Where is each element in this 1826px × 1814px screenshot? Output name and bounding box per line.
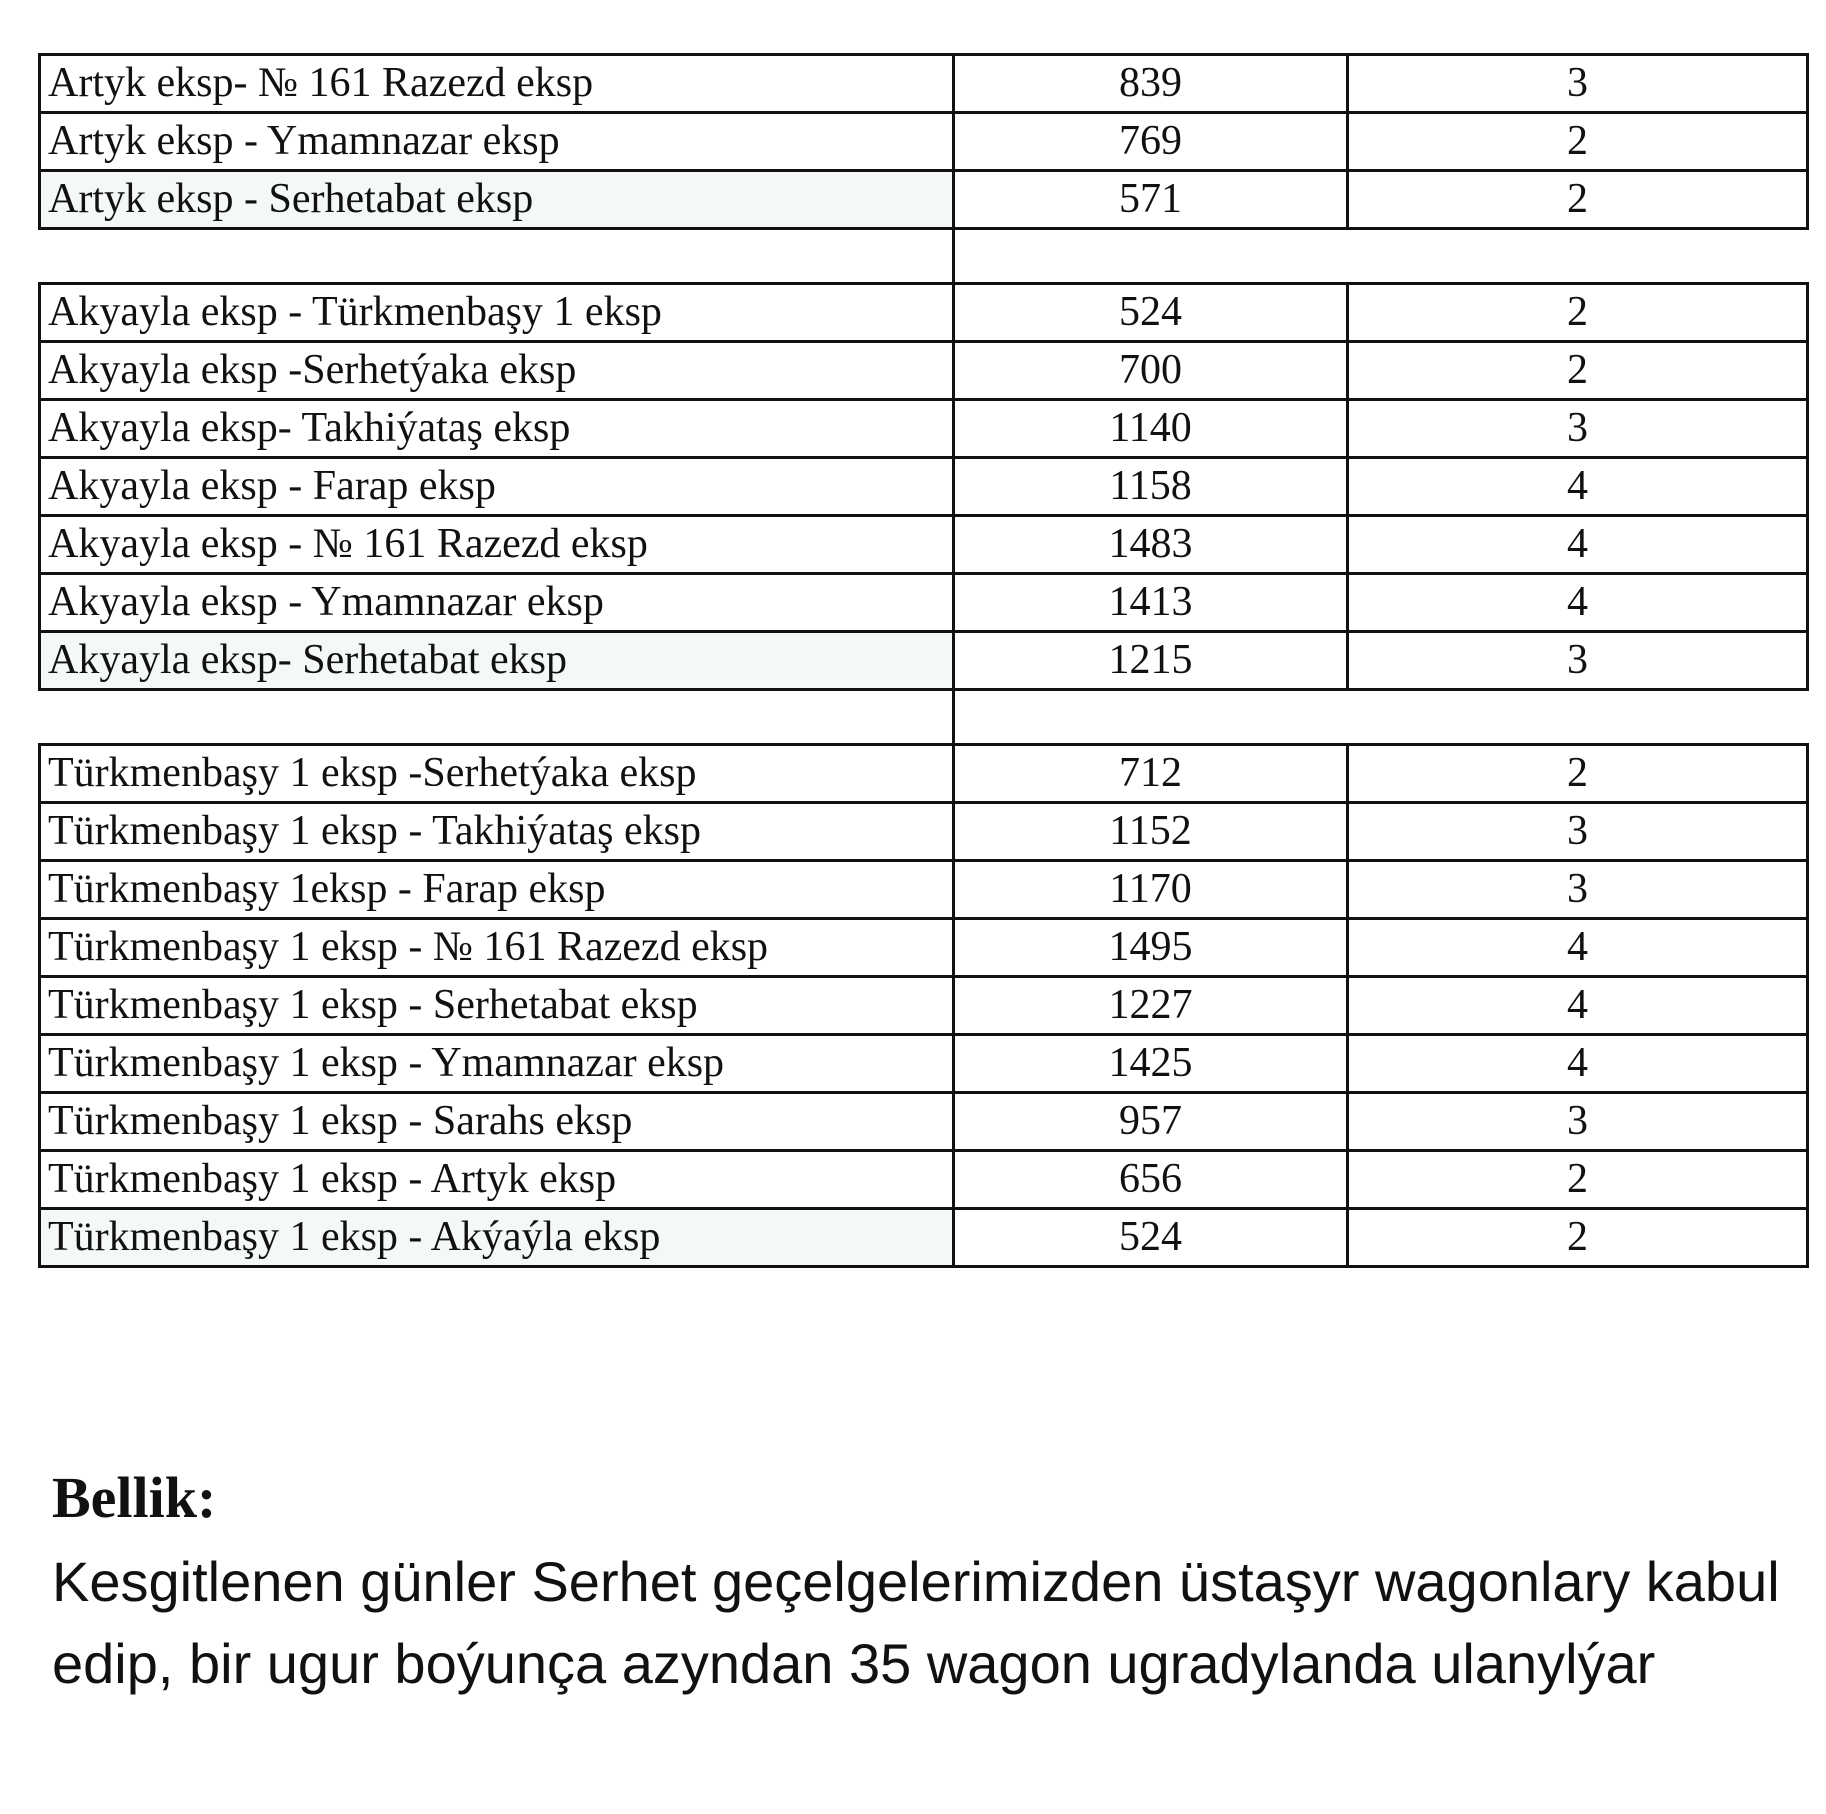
count-cell: 3: [1348, 1093, 1808, 1151]
count-cell: 3: [1348, 861, 1808, 919]
table-row: [40, 977, 1808, 1035]
route-cell: Türkmenbaşy 1 eksp - Akýaýla eksp: [40, 1209, 954, 1267]
distance-cell: 1413: [954, 574, 1348, 632]
routes-table-body: [40, 55, 1808, 1267]
route-cell: Türkmenbaşy 1 eksp - Serhetabat eksp: [40, 977, 954, 1035]
route-cell: Artyk eksp - Ymamnazar eksp: [40, 113, 954, 171]
distance-cell: 1215: [954, 632, 1348, 690]
distance-cell: 524: [954, 1209, 1348, 1267]
distance-cell: 524: [954, 284, 1348, 342]
separator-cell: [40, 690, 954, 745]
table-row: [40, 516, 1808, 574]
count-cell: 3: [1348, 55, 1808, 113]
table-row: [40, 171, 1808, 229]
table-row: [40, 1035, 1808, 1093]
route-cell: Türkmenbaşy 1eksp - Farap eksp: [40, 861, 954, 919]
table-row: [40, 632, 1808, 690]
group-separator: [40, 690, 1808, 745]
route-cell: Akyayla eksp -Serhetýaka eksp: [40, 342, 954, 400]
distance-cell: 656: [954, 1151, 1348, 1209]
count-cell: 4: [1348, 1035, 1808, 1093]
distance-cell: 712: [954, 745, 1348, 803]
route-cell: Türkmenbaşy 1 eksp -Serhetýaka eksp: [40, 745, 954, 803]
distance-cell: 571: [954, 171, 1348, 229]
distance-cell: 1425: [954, 1035, 1348, 1093]
count-cell: 3: [1348, 632, 1808, 690]
table-row: [40, 342, 1808, 400]
route-cell: Akyayla eksp- Takhiýataş eksp: [40, 400, 954, 458]
table-row: [40, 113, 1808, 171]
count-cell: 4: [1348, 516, 1808, 574]
table-row: [40, 400, 1808, 458]
distance-cell: 700: [954, 342, 1348, 400]
route-cell: Akyayla eksp- Serhetabat eksp: [40, 632, 954, 690]
separator-cell: [1348, 229, 1808, 284]
count-cell: 2: [1348, 171, 1808, 229]
route-cell: Akyayla eksp - Türkmenbaşy 1 eksp: [40, 284, 954, 342]
count-cell: 3: [1348, 803, 1808, 861]
count-cell: 2: [1348, 342, 1808, 400]
route-cell: Türkmenbaşy 1 eksp - Sarahs eksp: [40, 1093, 954, 1151]
distance-cell: 1152: [954, 803, 1348, 861]
table-row: [40, 55, 1808, 113]
table-row: [40, 574, 1808, 632]
routes-table: [38, 53, 1809, 1268]
route-cell: Artyk eksp - Serhetabat eksp: [40, 171, 954, 229]
separator-cell: [40, 229, 954, 284]
count-cell: 2: [1348, 284, 1808, 342]
note-section: [52, 1465, 1792, 1705]
table-row: [40, 1093, 1808, 1151]
distance-cell: 1140: [954, 400, 1348, 458]
count-cell: 2: [1348, 113, 1808, 171]
count-cell: 4: [1348, 458, 1808, 516]
count-cell: 2: [1348, 1209, 1808, 1267]
route-cell: Türkmenbaşy 1 eksp - № 161 Razezd eksp: [40, 919, 954, 977]
separator-cell: [1348, 690, 1808, 745]
table-row: [40, 1209, 1808, 1267]
count-cell: 3: [1348, 400, 1808, 458]
route-cell: Artyk eksp- № 161 Razezd eksp: [40, 55, 954, 113]
count-cell: 4: [1348, 919, 1808, 977]
distance-cell: 957: [954, 1093, 1348, 1151]
table-row: [40, 919, 1808, 977]
distance-cell: 1170: [954, 861, 1348, 919]
distance-cell: 1158: [954, 458, 1348, 516]
table-row: [40, 284, 1808, 342]
note-text: Kesgitlenen günler Serhet geçelgelerimizden üstaşyr wagonlary kabul edip, bir ugur boýunça azyndan 35 wagon ugradylanda ulanylýar: [52, 1550, 1780, 1695]
table-row: [40, 745, 1808, 803]
count-cell: 2: [1348, 745, 1808, 803]
count-cell: 4: [1348, 977, 1808, 1035]
table-row: [40, 803, 1808, 861]
group-separator: [40, 229, 1808, 284]
table-row: [40, 1151, 1808, 1209]
count-cell: 2: [1348, 1151, 1808, 1209]
distance-cell: 1227: [954, 977, 1348, 1035]
route-cell: Akyayla eksp - Farap eksp: [40, 458, 954, 516]
route-cell: Akyayla eksp - № 161 Razezd eksp: [40, 516, 954, 574]
note-title: Bellik:: [52, 1465, 217, 1530]
table-row: [40, 861, 1808, 919]
count-cell: 4: [1348, 574, 1808, 632]
separator-cell: [954, 690, 1348, 745]
route-cell: Türkmenbaşy 1 eksp - Takhiýataş eksp: [40, 803, 954, 861]
distance-cell: 839: [954, 55, 1348, 113]
route-cell: Türkmenbaşy 1 eksp - Ymamnazar eksp: [40, 1035, 954, 1093]
route-cell: Türkmenbaşy 1 eksp - Artyk eksp: [40, 1151, 954, 1209]
route-cell: Akyayla eksp - Ymamnazar eksp: [40, 574, 954, 632]
distance-cell: 1495: [954, 919, 1348, 977]
table-row: [40, 458, 1808, 516]
distance-cell: 769: [954, 113, 1348, 171]
separator-cell: [954, 229, 1348, 284]
distance-cell: 1483: [954, 516, 1348, 574]
